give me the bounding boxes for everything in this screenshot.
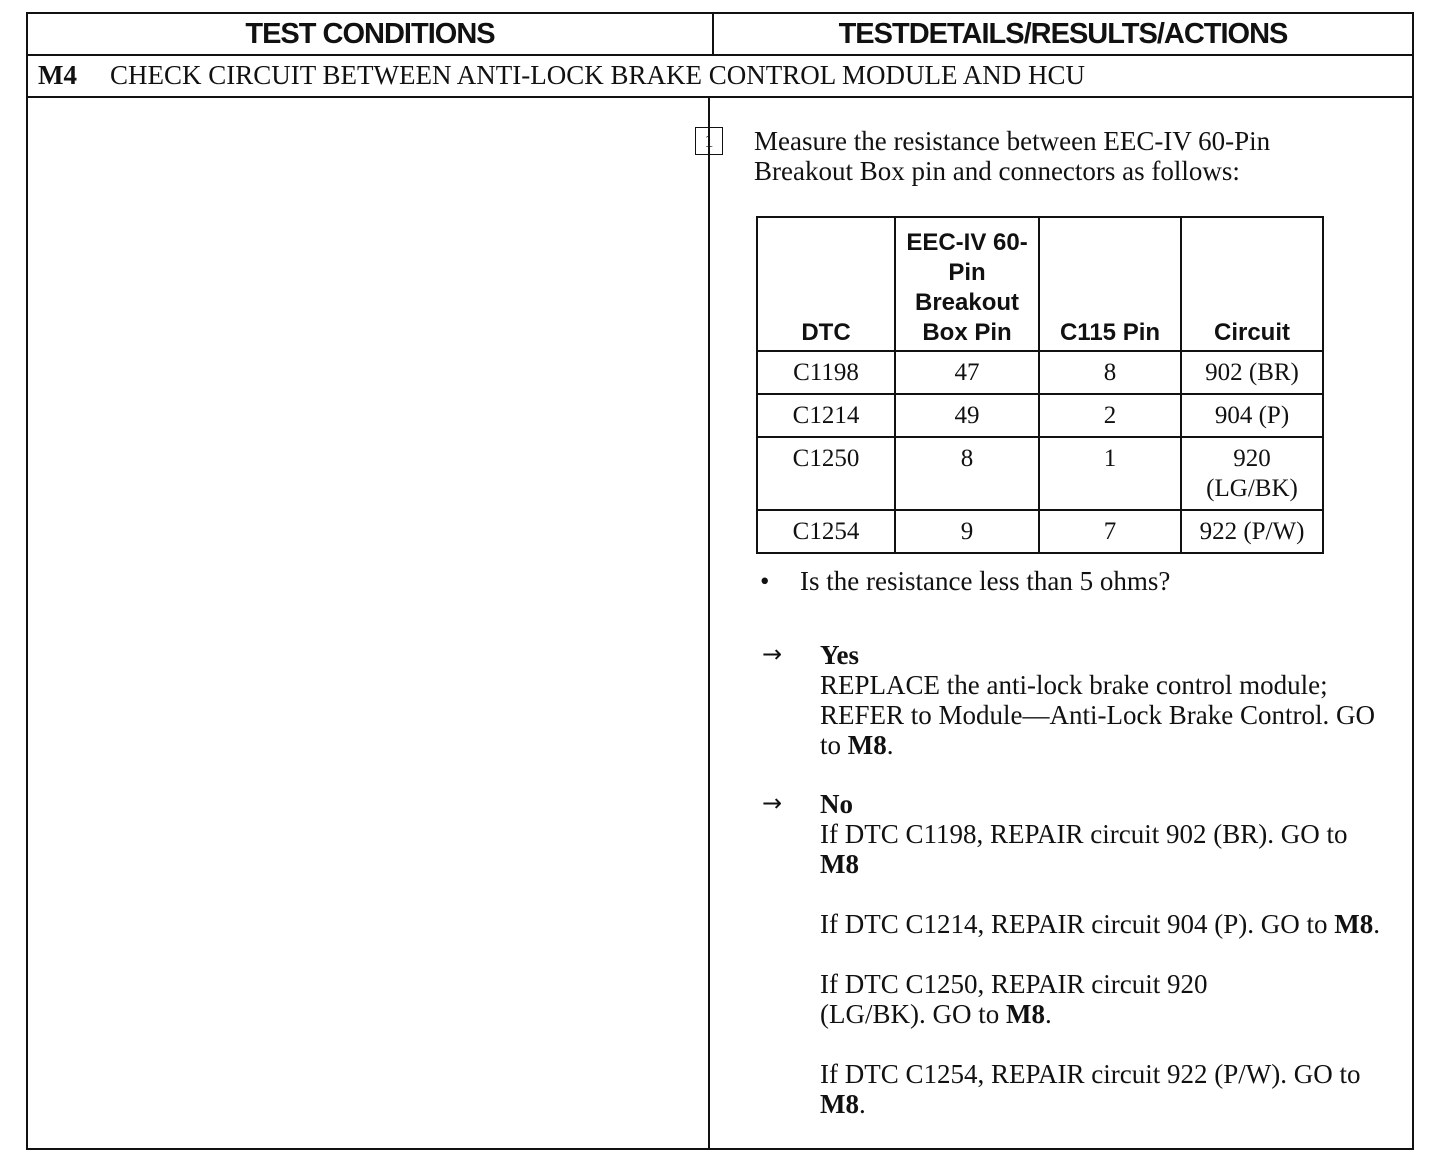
table-row bbox=[757, 437, 1323, 510]
cell-circuit: 920 (LG/BK) bbox=[1181, 437, 1323, 510]
cell-breakout-pin: 9 bbox=[895, 510, 1039, 553]
table-row bbox=[757, 510, 1323, 553]
no-goto: M8 bbox=[1005, 999, 1045, 1029]
bullet-icon: • bbox=[760, 566, 770, 596]
cell-circuit: 922 (P/W) bbox=[1181, 510, 1323, 553]
no-goto: M8 bbox=[820, 1089, 859, 1119]
no-goto: M8 bbox=[1334, 909, 1374, 939]
yes-action-text: REPLACE the anti-lock brake control module; REFER to Module—Anti-Lock Brake Control. GO to bbox=[820, 670, 1375, 760]
yes-goto: M8 bbox=[847, 730, 887, 760]
no-action-text: If DTC C1214, REPAIR circuit 904 (P). GO to bbox=[820, 909, 1328, 939]
test-details-header: TESTDETAILS/RESULTS/ACTIONS bbox=[838, 17, 1288, 50]
cell-c115-pin: 1 bbox=[1039, 437, 1181, 510]
col-header-c115-pin: C115 Pin bbox=[1039, 217, 1181, 351]
no-end: . bbox=[858, 1089, 866, 1119]
no-result bbox=[820, 789, 1380, 1149]
pin-table bbox=[756, 216, 1324, 554]
step-id: M4 bbox=[38, 59, 77, 90]
col-header-breakout-pin: EEC-IV 60-Pin Breakout Box Pin bbox=[895, 217, 1039, 351]
cell-breakout-pin: 8 bbox=[895, 437, 1039, 510]
no-action-text: If DTC C1198, REPAIR circuit 902 (BR). GO to bbox=[820, 819, 1348, 849]
cell-dtc: C1198 bbox=[757, 351, 895, 394]
no-goto: M8 bbox=[820, 849, 859, 879]
test-conditions-header: TEST CONDITIONS bbox=[28, 14, 714, 54]
no-action bbox=[820, 1059, 1380, 1119]
cell-c115-pin: 2 bbox=[1039, 394, 1181, 437]
no-action-text: If DTC C1254, REPAIR circuit 922 (P/W). GO to bbox=[820, 1059, 1361, 1089]
substep-number: 1 bbox=[695, 127, 723, 155]
step-title: CHECK CIRCUIT BETWEEN ANTI-LOCK BRAKE CONTROL MODULE AND HCU bbox=[110, 59, 1085, 90]
yes-arrow-icon: → bbox=[762, 640, 783, 668]
no-end: . bbox=[1373, 909, 1380, 939]
substep-instruction: Measure the resistance between EEC-IV 60-Pin Breakout Box pin and connectors as follows: bbox=[754, 126, 1271, 186]
step-title-row bbox=[28, 54, 1412, 98]
no-action bbox=[820, 819, 1380, 879]
yes-action bbox=[820, 670, 1380, 760]
cell-circuit: 902 (BR) bbox=[1181, 351, 1323, 394]
cell-c115-pin: 8 bbox=[1039, 351, 1181, 394]
no-label: No bbox=[820, 789, 853, 819]
cell-circuit: 904 (P) bbox=[1181, 394, 1323, 437]
no-action-text: If DTC C1250, REPAIR circuit 920 (LG/BK). GO to bbox=[820, 969, 1208, 1029]
pin-table-header bbox=[757, 217, 1323, 351]
no-end: . bbox=[1044, 999, 1052, 1029]
no-action bbox=[820, 909, 1380, 939]
cell-dtc: C1214 bbox=[757, 394, 895, 437]
cell-dtc: C1250 bbox=[757, 437, 895, 510]
cell-dtc: C1254 bbox=[757, 510, 895, 553]
yes-label: Yes bbox=[820, 640, 859, 670]
yes-end: . bbox=[886, 730, 894, 760]
no-arrow-icon: → bbox=[762, 789, 783, 817]
question-text: Is the resistance less than 5 ohms? bbox=[800, 566, 1171, 596]
yes-result bbox=[820, 640, 1380, 760]
cell-breakout-pin: 47 bbox=[895, 351, 1039, 394]
cell-breakout-pin: 49 bbox=[895, 394, 1039, 437]
table-row bbox=[757, 351, 1323, 394]
col-header-dtc: DTC bbox=[757, 217, 895, 351]
question bbox=[760, 566, 1170, 596]
header-row bbox=[28, 14, 1412, 56]
column-divider bbox=[708, 96, 710, 1148]
no-action bbox=[820, 969, 1280, 1029]
cell-c115-pin: 7 bbox=[1039, 510, 1181, 553]
table-row bbox=[757, 394, 1323, 437]
col-header-circuit: Circuit bbox=[1181, 217, 1323, 351]
